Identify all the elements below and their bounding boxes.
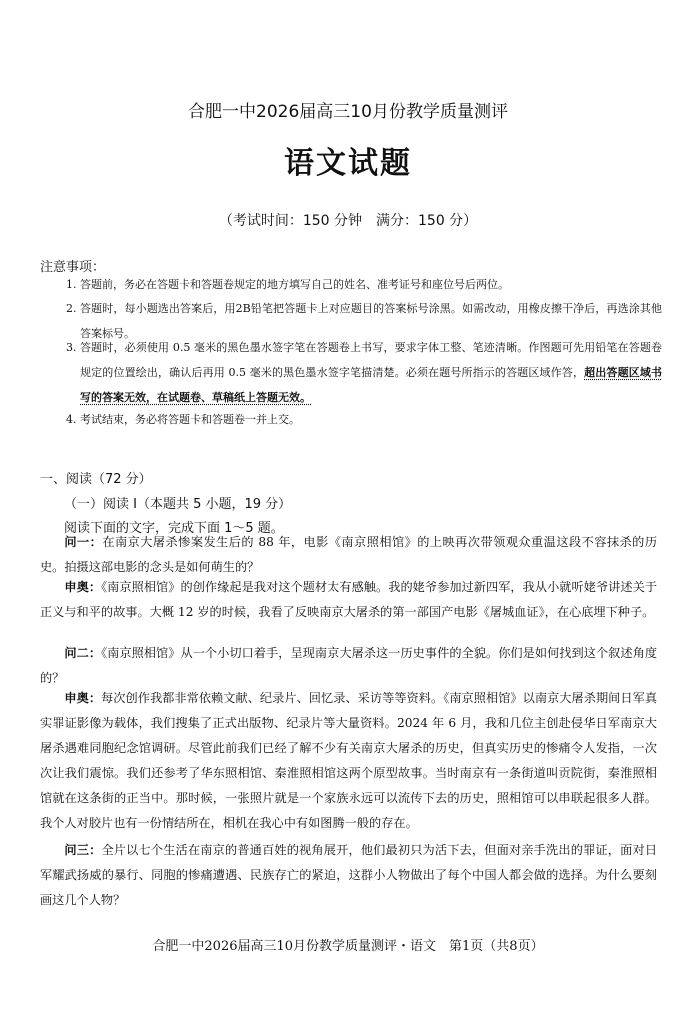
dialogue-question-3 bbox=[40, 838, 657, 913]
dialogue-text: 全片以七个生活在南京的普通百姓的视角展开，他们最初只为活下去，但面对亲手洗出的罪证，面对日军耀武扬威的暴行、同胞的惨痛遭遇、民族存亡的紧迫，这群小人物做出了每个中国人都会做的选择。为什么要刻画这几个人物？ bbox=[40, 843, 658, 907]
notice-item-number: 1. bbox=[66, 278, 77, 291]
notice-item-1 bbox=[66, 272, 662, 297]
notice-item-4 bbox=[66, 407, 662, 432]
section-title: 一、阅读（72 分） bbox=[40, 472, 152, 487]
dialogue-text: 《南京照相馆》的创作缘起是我对这个题材太有感触。我的姥爷参加过新四军，我从小就听姥爷讲述关于正义与和平的故事。大概 12 岁的时候，我看了反映南京大屠杀的第一部国产电影《屠城血证》，在心底埋下种子。 bbox=[40, 580, 658, 619]
speaker-label: 申奥： bbox=[64, 580, 102, 594]
notice-item-3-text: 答题时，必须使用 0.5 毫米的黑色墨水签字笔在答题卷上书写，要求字体工整、笔迹清晰。作图题可先用铅笔在答题卷规定的位置绘出，确认后再用 0.5 毫米的黑色墨水签字笔描清楚。必须在题号所指示的答题区域作答， bbox=[80, 341, 662, 379]
notice-item-text: 考试结束，务必将答题卡和答题卷一并上交。 bbox=[80, 413, 300, 426]
notice-item-number: 3. bbox=[66, 341, 77, 354]
notice-item-text: 答题时，每小题选出答案后，用2B铅笔把答题卡上对应题目的答案标号涂黑。如需改动，用橡皮擦干净后，再选涂其他答案标号。 bbox=[80, 302, 662, 340]
speaker-label: 问一： bbox=[64, 535, 103, 549]
notice-item-3 bbox=[66, 335, 662, 410]
notice-item-text: 答题前，务必在答题卡和答题卷规定的地方填写自己的姓名、准考证号和座位号后两位。 bbox=[80, 278, 509, 291]
notice-heading: 注意事项： bbox=[40, 260, 106, 275]
section-instruction: 阅读下面的文字，完成下面 1～5 题。 bbox=[64, 521, 284, 536]
dialogue-text: 每次创作我都非常依赖文献、纪录片、回忆录、采访等等资料。《南京照相馆》以南京大屠杀期间日军真实罪证影像为载体，我们搜集了正式出版物、纪录片等大量资料。2024 年 6 月，我和几位主创赴侵华日军南京大屠杀遇难同胞纪念馆调研。尽管此前我们已经了解不少有关南京大屠杀的历史，但真实历史的惨痛令人发指，一次次让我们震惊。我们还参考了华东照相馆、秦淮照相馆这两个原型故事。当时南京有一条街道叫贡院街，秦淮照相馆就在这条街的正当中。那时候，一张照片就是一个家族永远可以流传下去的历史，照相馆可以串联起很多人群。我个人对胶片也有一份情结所在，相机在我心中有如图腾一般的存在。 bbox=[40, 691, 658, 830]
notice-item-number: 2. bbox=[66, 302, 77, 315]
notice-item-text bbox=[80, 335, 662, 410]
notice-item-3-emphasis: 超出答题区域书写的答案无效，在试题卷、草稿纸上答题无效。 bbox=[80, 366, 663, 404]
subject-title: 语文试题 bbox=[284, 146, 412, 181]
notice-item-number: 4. bbox=[66, 413, 77, 426]
dialogue-question-1 bbox=[40, 530, 657, 580]
dialogue-answer-2 bbox=[40, 686, 657, 836]
speaker-label: 申奥： bbox=[64, 691, 102, 705]
dialogue-question-2 bbox=[40, 641, 657, 691]
page-footer: 合肥一中2026届高三10月份教学质量测评・语文 第1页（共8页） bbox=[152, 939, 544, 954]
speaker-label: 问二： bbox=[64, 646, 102, 660]
dialogue-text: 《南京照相馆》从一个小切口着手，呈现南京大屠杀这一历史事件的全貌。你们是如何找到这个叙述角度的？ bbox=[40, 646, 658, 685]
exam-title: 合肥一中2026届高三10月份教学质量测评 bbox=[188, 102, 508, 122]
exam-time-info: （考试时间：150 分钟 满分：150 分） bbox=[218, 213, 478, 229]
dialogue-answer-1 bbox=[40, 575, 657, 625]
dialogue-text: 在南京大屠杀惨案发生后的 88 年，电影《南京照相馆》的上映再次带领观众重温这段不容抹杀的历史。拍摄这部电影的念头是如何萌生的？ bbox=[40, 535, 658, 574]
section-subtitle: （一）阅读 I（本题共 5 小题，19 分） bbox=[64, 497, 292, 512]
speaker-label: 问三： bbox=[64, 843, 102, 857]
